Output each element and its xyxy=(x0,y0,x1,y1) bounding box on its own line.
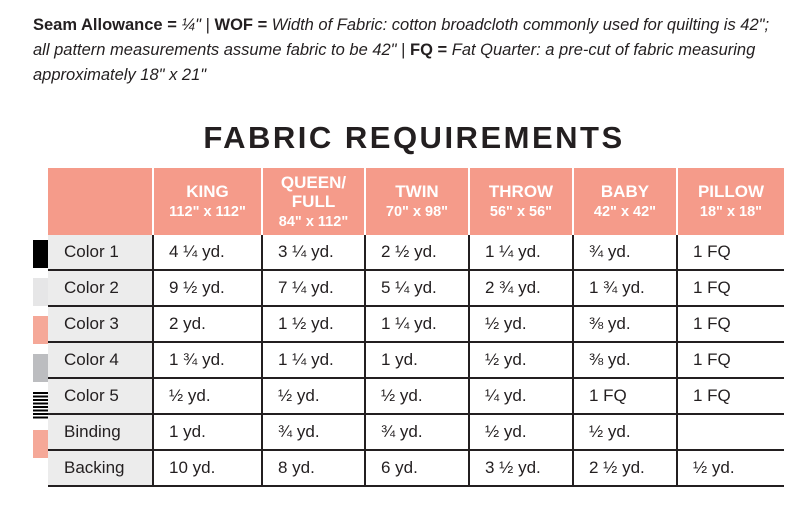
column-header xyxy=(677,168,784,235)
color-swatch xyxy=(33,392,48,420)
column-size: 56" x 56" xyxy=(489,204,553,220)
table-cell: 9 ½ yd. xyxy=(153,270,262,306)
table-cell: 2 ¾ yd. xyxy=(469,270,573,306)
table-cell: 3 ½ yd. xyxy=(469,450,573,486)
row-label: Binding xyxy=(48,414,153,450)
table-cell: ¾ yd. xyxy=(573,235,677,270)
separator: | xyxy=(201,16,215,34)
table-row xyxy=(48,450,784,486)
table-row xyxy=(48,235,784,270)
table-cell: ⅜ yd. xyxy=(573,306,677,342)
table-cell: 1 FQ xyxy=(693,242,731,261)
table-cell: 4 ¼ yd. xyxy=(153,235,262,270)
color-swatch xyxy=(33,354,48,382)
table-cell: 1 ¼ yd. xyxy=(262,342,365,378)
table-cell: ¼ yd. xyxy=(469,378,573,414)
table-cell: 1 FQ xyxy=(677,270,784,306)
column-name: QUEEN/ FULL xyxy=(280,172,347,211)
table-cell: ½ yd. xyxy=(469,414,573,450)
table-row xyxy=(48,306,784,342)
table-cell: 2 ½ yd. xyxy=(365,235,469,270)
table-cell: 7 ¼ yd. xyxy=(262,270,365,306)
column-header xyxy=(573,168,677,235)
seam-allowance-value: ¼" xyxy=(176,16,202,34)
table-cell: 1 FQ xyxy=(573,378,677,414)
table-cell: 3 ¼ yd. xyxy=(262,235,365,270)
column-name: BABY xyxy=(600,182,650,201)
table-cell: 10 yd. xyxy=(153,450,262,486)
table-cell: ⅜ yd. xyxy=(573,342,677,378)
table-cell: 1 ¼ yd. xyxy=(365,306,469,342)
fabric-notes xyxy=(33,13,783,88)
fq-definition: Fat Quarter: a pre-cut of fabric measuring approximately 18" x 21" xyxy=(33,41,756,84)
table-cell: 1 ¼ yd. xyxy=(469,235,573,270)
table-cell: 2 ½ yd. xyxy=(573,450,677,486)
column-size: 18" x 18" xyxy=(699,204,763,220)
wof-label: WOF = xyxy=(214,16,268,34)
table-row xyxy=(48,270,784,306)
table-cell: 2 yd. xyxy=(153,306,262,342)
section-title: FABRIC REQUIREMENTS xyxy=(203,120,625,155)
table-cell: ½ yd. xyxy=(365,378,469,414)
fabric-requirements-table xyxy=(48,168,784,487)
table-cell: 5 ¼ yd. xyxy=(365,270,469,306)
color-swatch xyxy=(33,316,48,344)
table-cell: ½ yd. xyxy=(469,342,573,378)
column-size: 84" x 112" xyxy=(278,213,349,230)
table-row xyxy=(48,342,784,378)
column-size: 112" x 112" xyxy=(169,204,246,220)
table-cell: ½ yd. xyxy=(677,450,784,486)
color-swatch xyxy=(33,430,48,458)
column-header xyxy=(469,168,573,235)
row-label: Color 3 xyxy=(48,306,153,342)
color-swatch xyxy=(33,278,48,306)
column-name: PILLOW xyxy=(697,182,765,201)
row-label: Color 1 xyxy=(48,235,153,270)
table-cell: ½ yd. xyxy=(153,378,262,414)
seam-allowance-label: Seam Allowance = xyxy=(33,16,177,34)
table-cell: 1 FQ xyxy=(677,306,784,342)
table-row xyxy=(48,378,784,414)
row-label: Color 2 xyxy=(48,270,153,306)
table-cell: 1 ½ yd. xyxy=(262,306,365,342)
row-label: Backing xyxy=(48,450,153,486)
table-cell: 1 ¾ yd. xyxy=(573,270,677,306)
row-label: Color 5 xyxy=(48,378,153,414)
column-name: TWIN xyxy=(395,182,439,201)
header-corner xyxy=(48,168,153,235)
wof-definition: Width of Fabric: cotton broadcloth commonly used for quilting is 42"; all pattern measurements assume fabric to be 42" xyxy=(33,16,770,59)
column-header xyxy=(153,168,262,235)
table-cell: 1 FQ xyxy=(677,342,784,378)
table-cell: 1 ¾ yd. xyxy=(153,342,262,378)
table-cell: ½ yd. xyxy=(262,378,365,414)
column-name: THROW xyxy=(488,182,554,201)
table-body xyxy=(48,235,784,486)
table-cell: 8 yd. xyxy=(262,450,365,486)
column-header xyxy=(365,168,469,235)
row-label: Color 4 xyxy=(48,342,153,378)
header-row xyxy=(48,168,784,235)
table-cell: ¾ yd. xyxy=(365,414,469,450)
table-cell: 1 yd. xyxy=(153,414,262,450)
table-cell: 1 yd. xyxy=(365,342,469,378)
table-cell: ½ yd. xyxy=(469,306,573,342)
table-cell: 1 FQ xyxy=(677,378,784,414)
column-header xyxy=(262,168,365,235)
separator: | xyxy=(396,41,411,59)
table-cell: 6 yd. xyxy=(365,450,469,486)
table-cell xyxy=(677,414,784,450)
column-name: KING xyxy=(186,182,229,201)
table-row xyxy=(48,414,784,450)
table-cell: ½ yd. xyxy=(573,414,677,450)
color-swatch xyxy=(33,240,48,268)
column-size: 42" x 42" xyxy=(593,204,657,220)
column-size: 70" x 98" xyxy=(385,204,449,220)
fq-label: FQ = xyxy=(410,41,448,59)
table-cell: ¾ yd. xyxy=(262,414,365,450)
